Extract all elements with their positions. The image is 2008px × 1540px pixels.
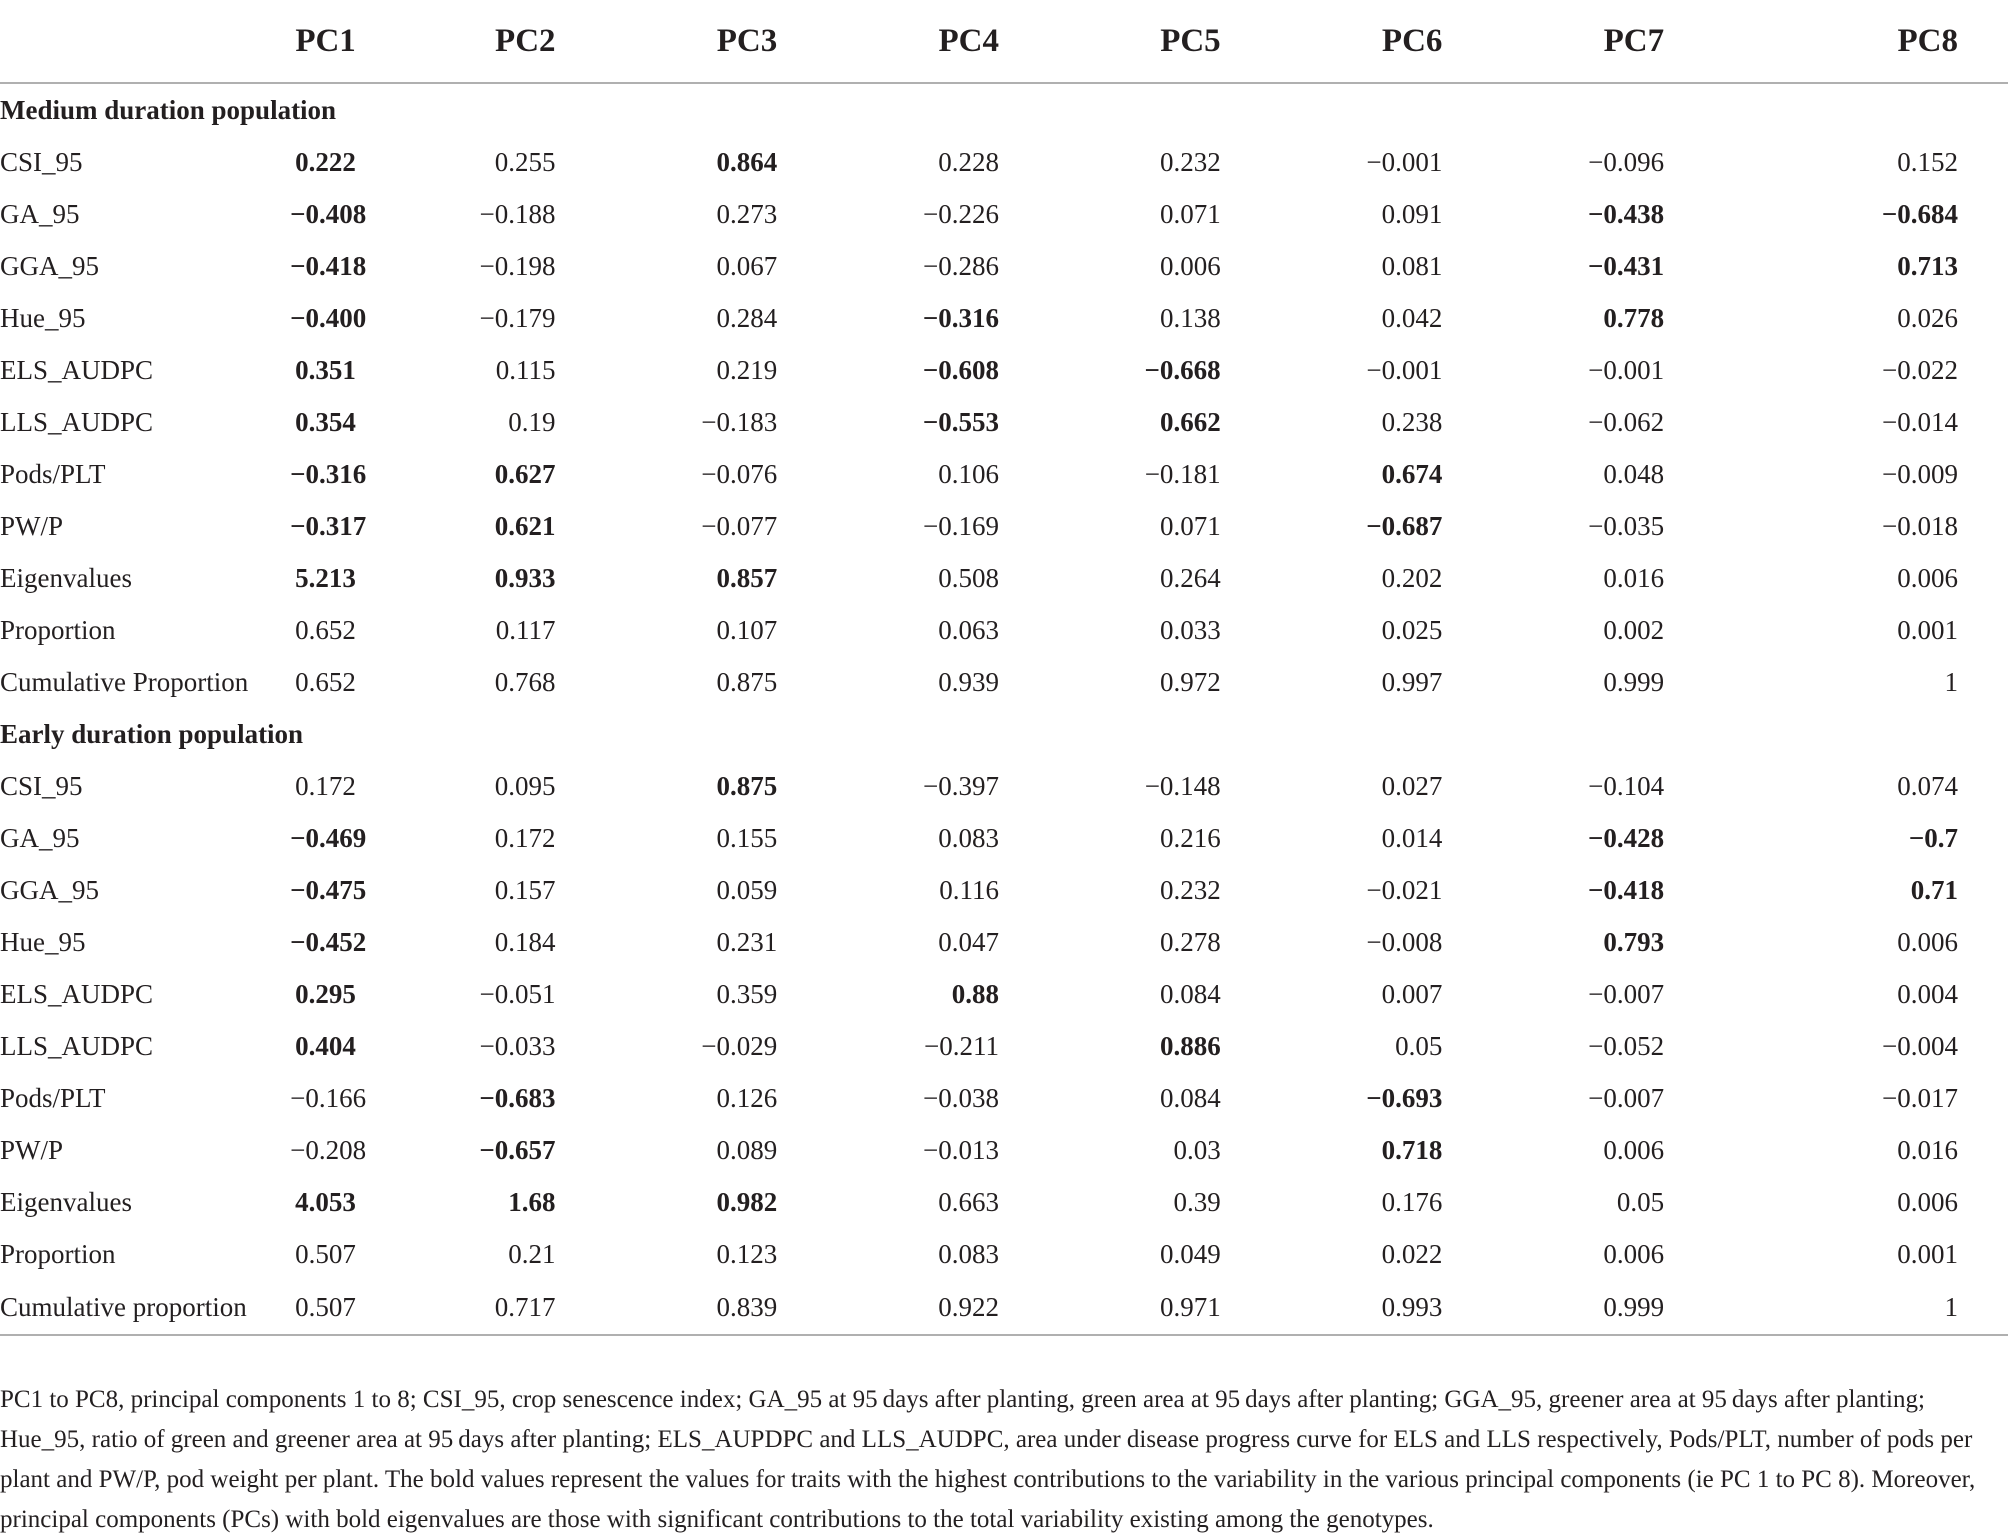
cell-pc4: −0.013	[922, 1135, 999, 1165]
cell-pc2: 0.255	[494, 147, 556, 177]
cell-pc2: −0.657	[479, 1135, 556, 1165]
cell-pc8: −0.004	[1882, 1031, 1958, 1061]
cell-pc7: 0.006	[1603, 1135, 1665, 1165]
cell-pc5: 0.006	[1159, 251, 1221, 281]
cell-pc6: −0.001	[1366, 355, 1443, 385]
section-title: Early duration population	[0, 719, 304, 749]
row-label: GGA_95	[0, 875, 99, 905]
cell-pc7: −0.007	[1588, 979, 1665, 1009]
cell-pc4: 0.88	[951, 979, 999, 1009]
cell-pc5: 0.972	[1159, 667, 1221, 697]
cell-pc7: 0.778	[1603, 303, 1665, 333]
cell-pc8: 0.001	[1897, 1239, 1958, 1269]
cell-pc3: 0.875	[716, 771, 778, 801]
section-header-row	[0, 83, 2008, 136]
row-label: Eigenvalues	[0, 1187, 132, 1217]
cell-pc7: 0.793	[1603, 927, 1665, 957]
cell-pc4: −0.226	[922, 199, 999, 229]
cell-pc3: 0.155	[716, 823, 778, 853]
cell-pc7: 0.002	[1603, 615, 1665, 645]
cell-pc7: −0.418	[1587, 875, 1665, 905]
cell-pc8: 0.016	[1897, 1135, 1958, 1165]
table-row	[0, 240, 2008, 292]
row-label: Hue_95	[0, 927, 86, 957]
row-label: LLS_AUDPC	[0, 407, 154, 437]
cell-pc1: −0.475	[290, 875, 367, 905]
cell-pc3: 0.982	[716, 1187, 778, 1217]
cell-pc6: 0.014	[1381, 823, 1443, 853]
cell-pc4: 0.063	[938, 615, 999, 645]
section-title: Medium duration population	[0, 95, 337, 125]
cell-pc6: 0.176	[1381, 1187, 1443, 1217]
cell-pc5: −0.148	[1144, 771, 1221, 801]
header-pc4: PC4	[897, 0, 1119, 83]
cell-pc5: 0.071	[1159, 511, 1221, 541]
table-row	[0, 1020, 2008, 1072]
cell-pc8: 1	[1784, 1280, 2008, 1335]
cell-pc3: 0.067	[716, 251, 778, 281]
cell-pc1: 4.053	[295, 1187, 356, 1217]
cell-pc5: −0.181	[1144, 459, 1221, 489]
table-row	[0, 604, 2008, 656]
cell-pc3: −0.076	[701, 459, 778, 489]
cell-pc1: 0.507	[290, 1280, 454, 1335]
cell-pc3: 0.284	[716, 303, 778, 333]
row-label: Cumulative proportion	[0, 1280, 290, 1335]
cell-pc7: −0.438	[1587, 199, 1665, 229]
cell-pc3: 0.123	[716, 1239, 778, 1269]
cell-pc2: 0.768	[494, 667, 556, 697]
cell-pc1: 0.354	[295, 407, 356, 437]
table-row	[0, 500, 2008, 552]
table-row	[0, 136, 2008, 188]
cell-pc2: 0.117	[495, 615, 556, 645]
cell-pc4: 0.663	[938, 1187, 999, 1217]
cell-pc5: 0.216	[1159, 823, 1221, 853]
cell-pc6: −0.021	[1366, 875, 1443, 905]
cell-pc2: 0.115	[495, 355, 556, 385]
cell-pc5: −0.668	[1144, 355, 1221, 385]
cell-pc3: 0.126	[716, 1083, 778, 1113]
cell-pc6: 0.022	[1381, 1239, 1443, 1269]
row-label: ELS_AUDPC	[0, 979, 154, 1009]
table-row	[0, 760, 2008, 812]
cell-pc4: −0.608	[922, 355, 999, 385]
cell-pc4: −0.397	[922, 771, 999, 801]
table-row	[0, 448, 2008, 500]
header-pc1: PC1	[290, 0, 454, 83]
cell-pc8: 0.006	[1897, 927, 1958, 957]
cell-pc8: −0.7	[1908, 823, 1958, 853]
header-pc5: PC5	[1119, 0, 1341, 83]
cell-pc8: 0.026	[1897, 303, 1958, 333]
cell-pc5: 0.071	[1159, 199, 1221, 229]
cell-pc1: 0.652	[295, 615, 356, 645]
cell-pc8: 0.713	[1897, 251, 1958, 281]
cell-pc4: 0.083	[938, 823, 999, 853]
cell-pc2: 0.717	[454, 1280, 676, 1335]
cell-pc7: −0.096	[1588, 147, 1665, 177]
cell-pc2: 0.621	[494, 511, 556, 541]
cell-pc8: 0.001	[1897, 615, 1958, 645]
cell-pc6: 0.091	[1381, 199, 1443, 229]
cell-pc8: −0.018	[1882, 511, 1958, 541]
cell-pc4: −0.286	[922, 251, 999, 281]
cell-pc6: 0.081	[1381, 251, 1443, 281]
cell-pc7: 0.999	[1603, 667, 1665, 697]
cell-pc3: 0.231	[716, 927, 778, 957]
table-footnote: PC1 to PC8, principal components 1 to 8; CSI_95, crop senescence index; GA_95 at 95 days after planting, green area at 95 days after planting; GGA_95, greener area at 95 days after planting; Hue_95, ratio of green and greener area at 95 days after planting; ELS_AUPDPC and LLS_AUDPC, area under disease progress curve for ELS and LLS respectively, Pods/PLT, number of pods per plant and PW/P, pod weight per plant. The bold values represent the values for traits with the highest contributions to the variability in the various principal components (ie PC 1 to PC 8). Moreover, principal components (PCs) with bold eigenvalues are those with significant contributions to the total variability existing among the genotypes.	[0, 1386, 1976, 1533]
cell-pc2: −0.188	[479, 199, 556, 229]
cell-pc1: −0.317	[290, 511, 367, 541]
cell-pc8: −0.009	[1882, 459, 1958, 489]
row-label: ELS_AUDPC	[0, 355, 154, 385]
header-pc7: PC7	[1562, 0, 1784, 83]
cell-pc4: 0.106	[938, 459, 999, 489]
cell-pc5: 0.971	[1119, 1280, 1341, 1335]
header-pc8: PC8	[1784, 0, 2008, 83]
table-row	[0, 396, 2008, 448]
cell-pc5: 0.232	[1159, 147, 1221, 177]
header-row	[0, 0, 2008, 83]
cell-pc1: 0.295	[295, 979, 356, 1009]
cell-pc3: −0.077	[701, 511, 778, 541]
cell-pc6: 0.027	[1381, 771, 1443, 801]
cell-pc5: 0.232	[1159, 875, 1221, 905]
cell-pc4: 0.508	[938, 563, 999, 593]
cell-pc7: 0.048	[1603, 459, 1665, 489]
cell-pc7: −0.007	[1588, 1083, 1665, 1113]
cell-pc8: 1	[1944, 667, 1958, 697]
table-row	[0, 1124, 2008, 1176]
cell-pc3: 0.273	[716, 199, 778, 229]
cell-pc4: −0.553	[922, 407, 999, 437]
table-row	[0, 1176, 2008, 1228]
cell-pc2: 0.184	[494, 927, 556, 957]
cell-pc1: 0.351	[295, 355, 356, 385]
table-row	[0, 1228, 2008, 1280]
cell-pc1: −0.316	[290, 459, 367, 489]
cell-pc4: 0.228	[938, 147, 999, 177]
cell-pc1: −0.408	[290, 199, 367, 229]
section-header-row	[0, 708, 2008, 760]
cell-pc6: 0.718	[1381, 1135, 1443, 1165]
row-label: GA_95	[0, 823, 80, 853]
cell-pc6: −0.001	[1366, 147, 1443, 177]
cell-pc5: 0.138	[1159, 303, 1221, 333]
cell-pc5: 0.278	[1159, 927, 1221, 957]
row-label: Pods/PLT	[0, 459, 106, 489]
cell-pc3: 0.089	[716, 1135, 778, 1165]
cell-pc1: −0.166	[290, 1083, 367, 1113]
cell-pc1: −0.208	[290, 1135, 367, 1165]
table-row	[0, 292, 2008, 344]
row-label: GA_95	[0, 199, 80, 229]
cell-pc1: 0.222	[295, 147, 356, 177]
header-pc2: PC2	[454, 0, 676, 83]
cell-pc2: 0.095	[494, 771, 556, 801]
cell-pc7: 0.006	[1603, 1239, 1665, 1269]
cell-pc8: 0.152	[1897, 147, 1958, 177]
table-row	[0, 344, 2008, 396]
cell-pc7: −0.062	[1588, 407, 1665, 437]
table-row	[0, 864, 2008, 916]
row-label: CSI_95	[0, 771, 83, 801]
cell-pc2: −0.051	[479, 979, 556, 1009]
cell-pc2: 1.68	[508, 1187, 556, 1217]
cell-pc3: 0.864	[716, 147, 778, 177]
cell-pc3: 0.857	[716, 563, 778, 593]
cell-pc2: 0.19	[508, 407, 556, 437]
cell-pc8: −0.022	[1882, 355, 1958, 385]
cell-pc5: 0.033	[1159, 615, 1221, 645]
cell-pc2: −0.179	[479, 303, 556, 333]
cell-pc6: 0.997	[1381, 667, 1443, 697]
cell-pc1: −0.400	[290, 303, 367, 333]
cell-pc5: 0.049	[1159, 1239, 1221, 1269]
cell-pc6: −0.008	[1366, 927, 1443, 957]
cell-pc3: 0.059	[716, 875, 778, 905]
cell-pc4: 0.922	[897, 1280, 1119, 1335]
cell-pc4: −0.211	[923, 1031, 999, 1061]
cell-pc6: 0.05	[1395, 1031, 1443, 1061]
row-label: PW/P	[0, 511, 64, 541]
header-pc6: PC6	[1341, 0, 1563, 83]
header-pc3: PC3	[676, 0, 898, 83]
cell-pc2: 0.21	[508, 1239, 556, 1269]
cell-pc2: 0.157	[494, 875, 556, 905]
table-row	[0, 1072, 2008, 1124]
cell-pc1: 0.404	[295, 1031, 356, 1061]
cell-pc8: −0.017	[1882, 1083, 1958, 1113]
cell-pc6: 0.025	[1381, 615, 1443, 645]
cell-pc3: −0.029	[701, 1031, 778, 1061]
row-label: Proportion	[0, 1239, 116, 1269]
cell-pc7: 0.016	[1603, 563, 1665, 593]
cell-pc7: 0.999	[1562, 1280, 1784, 1335]
table-row	[0, 916, 2008, 968]
cell-pc6: 0.674	[1381, 459, 1443, 489]
cell-pc1: 0.172	[295, 771, 356, 801]
cell-pc5: 0.662	[1159, 407, 1221, 437]
cell-pc8: 0.004	[1897, 979, 1958, 1009]
table-row	[0, 968, 2008, 1020]
cell-pc7: −0.001	[1588, 355, 1665, 385]
cell-pc3: 0.219	[716, 355, 778, 385]
cell-pc3: −0.183	[701, 407, 778, 437]
cell-pc4: 0.083	[938, 1239, 999, 1269]
cell-pc2: 0.172	[494, 823, 556, 853]
cell-pc6: −0.693	[1366, 1083, 1443, 1113]
table-body	[0, 83, 2008, 1335]
cell-pc4: −0.038	[922, 1083, 999, 1113]
cell-pc3: 0.875	[716, 667, 778, 697]
cell-pc2: 0.627	[494, 459, 556, 489]
table-row	[0, 552, 2008, 604]
cell-pc7: 0.05	[1616, 1187, 1665, 1217]
cell-pc2: −0.683	[479, 1083, 556, 1113]
cell-pc5: 0.03	[1173, 1135, 1221, 1165]
cell-pc5: 0.886	[1159, 1031, 1221, 1061]
cell-pc1: 0.652	[295, 667, 356, 697]
cell-pc7: −0.428	[1587, 823, 1665, 853]
cell-pc6: 0.007	[1381, 979, 1443, 1009]
cell-pc1: 5.213	[295, 563, 356, 593]
cell-pc8: −0.684	[1881, 199, 1958, 229]
table-row	[0, 656, 2008, 708]
cell-pc7: −0.104	[1588, 771, 1665, 801]
cell-pc8: −0.014	[1882, 407, 1958, 437]
row-label: Proportion	[0, 615, 116, 645]
cell-pc4: 0.047	[938, 927, 999, 957]
cell-pc6: 0.993	[1341, 1280, 1563, 1335]
cell-pc7: −0.431	[1587, 251, 1665, 281]
cell-pc7: −0.052	[1588, 1031, 1665, 1061]
cell-pc4: −0.316	[922, 303, 999, 333]
cell-pc7: −0.035	[1588, 511, 1665, 541]
cell-pc8: 0.006	[1897, 563, 1958, 593]
cell-pc6: 0.202	[1381, 563, 1443, 593]
cell-pc3: 0.359	[716, 979, 778, 1009]
cell-pc1: −0.418	[290, 251, 367, 281]
cell-pc4: 0.116	[939, 875, 999, 905]
row-label: PW/P	[0, 1135, 64, 1165]
cell-pc8: 0.074	[1897, 771, 1958, 801]
row-label: GGA_95	[0, 251, 99, 281]
cell-pc5: 0.084	[1159, 1083, 1221, 1113]
cell-pc2: 0.933	[494, 563, 556, 593]
cell-pc8: 0.71	[1910, 875, 1958, 905]
cell-pc2: −0.198	[479, 251, 556, 281]
cell-pc4: 0.939	[938, 667, 999, 697]
row-label: CSI_95	[0, 147, 83, 177]
cell-pc1: −0.452	[290, 927, 367, 957]
row-label: Pods/PLT	[0, 1083, 106, 1113]
table-row	[0, 1280, 2008, 1335]
cell-pc5: 0.39	[1173, 1187, 1221, 1217]
row-label: Cumulative Proportion	[0, 667, 249, 697]
cell-pc8: 0.006	[1897, 1187, 1958, 1217]
table-row	[0, 188, 2008, 240]
cell-pc2: −0.033	[479, 1031, 556, 1061]
cell-pc6: −0.687	[1366, 511, 1443, 541]
cell-pc6: 0.238	[1381, 407, 1443, 437]
cell-pc5: 0.264	[1159, 563, 1221, 593]
cell-pc6: 0.042	[1381, 303, 1443, 333]
cell-pc1: 0.507	[295, 1239, 356, 1269]
table-row	[0, 812, 2008, 864]
row-label: LLS_AUDPC	[0, 1031, 154, 1061]
cell-pc4: −0.169	[922, 511, 999, 541]
row-label: Hue_95	[0, 303, 86, 333]
cell-pc3: 0.107	[716, 615, 778, 645]
row-label: Eigenvalues	[0, 563, 132, 593]
cell-pc3: 0.839	[676, 1280, 898, 1335]
cell-pc1: −0.469	[290, 823, 367, 853]
cell-pc5: 0.084	[1159, 979, 1221, 1009]
header-label-cell	[0, 0, 290, 83]
